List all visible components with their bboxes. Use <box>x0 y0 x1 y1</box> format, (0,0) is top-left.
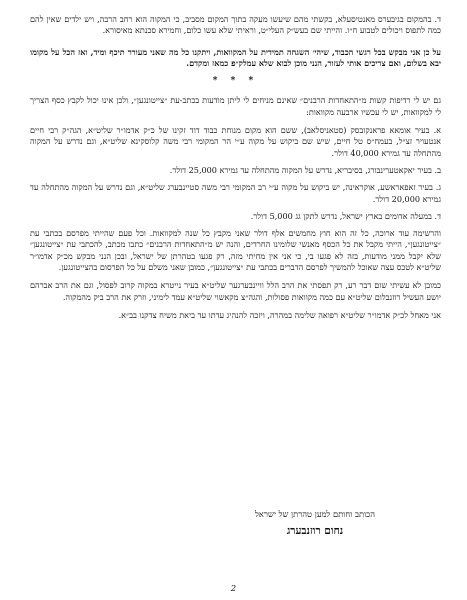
list-item: ג. בעיר זאפאראשע, אוקראינה, יש ביקוש על מקוה ע״י רב המקומי רבי משה סטיינבערג שליט״א, וגם נדרש על המקוה מהתחלה עד גמירא 20,000 דולר. <box>30 182 441 204</box>
letter-body <box>30 14 441 328</box>
list-item: ב. בעיר יאקאטערינבורג, בסיבריא, נדרש על המקוה מהתחלה עד גמירא 25,000 דולר. <box>169 164 441 175</box>
section-separator: * * * <box>212 76 259 87</box>
list-item: א. בעיר אומאא פראנקובסק (סטאניסלאב), ששם הוא מקום מנוחת כבוד דוד זקינו של כ״ק אדמו״ר שליט״א, הגה״ק רבי חיים אנטעויר זצ״ל, בעמח״ס טל חיים, שיש שם ביקוש על מקוה ע״י הר המקומי רבי משה קלוסקינא שליט״א, וגם נדרש על המקוה מהתחלה עד גמירא 40,000 דולר. <box>30 125 441 158</box>
continuation-paragraph: והרשימה עוד ארוכה, כל זה הוא חוץ מחמשים אלף דולר שאני מקבץ כל שנה למקוואות. וכל פעם שהייתי מפרסם בכתבי עת ״צייטונגען״, הייתי מקבל את כל הכסף מאנשי שלומינו החרדים, והנה יש מ״התאחדות הרבנים״ כתבו מכתב, להכתבי עת ״צייטונגען״ שלא יקבל ממני מודעות, בזה לא פגעו בי, כי אני אין מחיתי מזה, רק פגעו בטהרתן של ישראל, ובכן הנני מבקש מכ״ק אדמו״ר שליט״א לטכס עצה שאוכל להמשיך לפרסם הדברים בכתבי עת ״צייטונגען״, כמובן שאני משלם על כל הפרסום בהצייטונגען. <box>30 228 441 273</box>
signer-name: נחום רוזנבערג <box>286 525 344 537</box>
farewell-paragraph: אני מאחל לכ״ק אדמו״ר שליט״א רפואה שלימה במהרה, ויזכה להנהיג עדתו עד ביאת משיח צדקנו בב״א. <box>118 309 441 320</box>
signature-block <box>255 509 375 537</box>
list-item: ד. במעלה אדומים בארץ ישראל, נדרש לתקן גג 5,000 דולר. <box>250 210 441 221</box>
paragraph-dalet: ד. בהמקום בגיבערס מאנטיסעלא, בקשתי מהם שיעשו מעקה בתוך המקום מסביב, כי המקוה הוא רחב הרבה, ויש ילדים שאין להם כמה לתפוס ויכולים לטבוע ח״ו. והייתי שם בעש״ק העלי״ט, וראיתי שלא עשו כלום, וחמירא סכנתא מאיסורא. <box>30 14 441 36</box>
signature-line: הכותב וחותם למען טהרתן של ישראל <box>255 509 375 519</box>
rabbis-paragraph: כמובן לא עשיתי שום דבר רע, רק תפסתי את הרב הלל וויינבערגער שליט״א בעיר נייטרא במקוה קרוב לפסול, וגם את הרב אברהם יושע העשיל רוזנבלום שליט״א עם כמה מקוואות פסולות, והגה״צ מקאשוי שליט״א עמד לימיני, וזרק את הרב ביק מהמקוה. <box>30 280 441 302</box>
appeal-paragraph: על כן אני מבקש בכל רגשי הכבוד, שיהי׳ השגחה תמידית על המקוואות, ויתקנו כל מה שאני מעורר תיכף ומיד, ואז הכל על מקומו יבא בשלום, ואם צריכים אותי לעזור, הנני מוכן לבוא שלא עמלק״פ כמאז ומקדם. <box>30 46 441 68</box>
fundraising-intro: גם יש לי רדיפות קשות מ״התאחדות הרבנים״ שאינם מניחים לי ליתן מודעות בכתב-עת ״צייטונגען״, ולכן אינו יכול לקבץ כסף הצריך לי למקוואות, יש לי עכשיו ארבעה מקוואות: <box>30 95 441 117</box>
page-number: 2 <box>230 584 237 594</box>
